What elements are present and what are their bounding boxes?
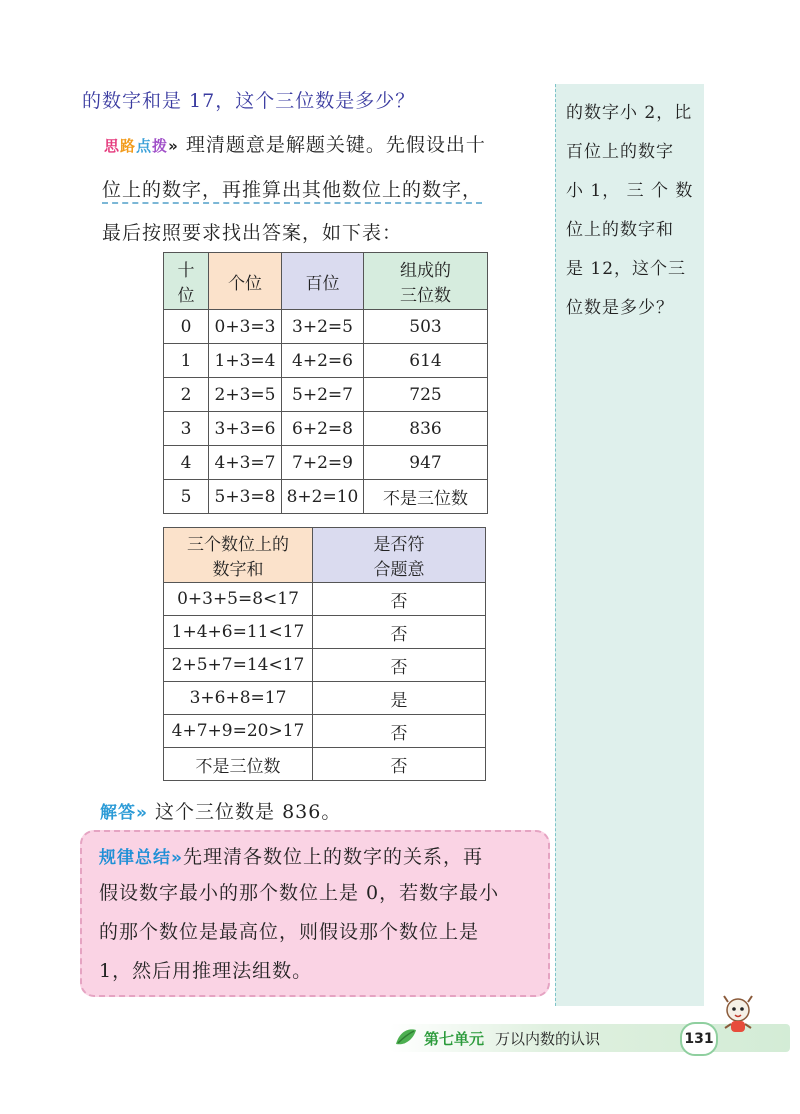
table-row: 4+7+9=20>17 否 xyxy=(164,715,486,748)
summary-line-1: 规律总结»先理清各数位上的数字的关系，再 xyxy=(99,846,483,868)
sum-check-table xyxy=(163,527,486,781)
hint-label: 思路点拨» xyxy=(104,137,179,155)
sidebar-line: 位上的数字和 xyxy=(566,220,674,240)
answer-text: 这个三位数是 836。 xyxy=(155,801,342,823)
page-number: 131 xyxy=(680,1022,718,1056)
table-row: 4 4+3=7 7+2=9 947 xyxy=(164,446,488,480)
summary-line-3: 的那个数位是最高位，则假设那个数位上是 xyxy=(99,921,480,943)
table-row: 3+6+8=17 是 xyxy=(164,682,486,715)
footer-unit: 第七单元 xyxy=(424,1030,485,1048)
table-row: 2 2+3=5 5+2=7 725 xyxy=(164,378,488,412)
table-row: 1 1+3=4 4+2=6 614 xyxy=(164,344,488,378)
table1-header-ones: 个位 xyxy=(209,253,282,310)
table-row: 0+3+5=8<17 否 xyxy=(164,583,486,616)
sidebar-line: 位数是多少？ xyxy=(566,298,674,318)
table-row: 5 5+3=8 8+2=10 不是三位数 xyxy=(164,480,488,514)
hint-line-2: 位上的数字，再推算出其他数位上的数字， xyxy=(102,175,482,204)
table1-header-number: 组成的 三位数 xyxy=(364,253,488,310)
sidebar-line: 是 12，这个三 xyxy=(566,259,687,279)
leaf-icon xyxy=(394,1026,418,1052)
sidebar-line: 小 1， 三 个 数 xyxy=(566,181,694,201)
summary-label: 规律总结 xyxy=(99,848,171,868)
table1-header-hundreds: 百位 xyxy=(282,253,364,310)
question-text: 的数字和是 17，这个三位数是多少？ xyxy=(82,90,416,112)
table-row: 2+5+7=14<17 否 xyxy=(164,649,486,682)
summary-box xyxy=(80,830,550,997)
answer-label: 解答 xyxy=(100,803,136,823)
footer-title: 万以内数的认识 xyxy=(495,1030,601,1048)
sidebar-practice-panel xyxy=(555,84,704,1006)
hint-line-3: 最后按照要求找出答案，如下表： xyxy=(102,222,403,244)
mascot-icon xyxy=(718,994,758,1040)
sidebar-line: 的数字小 2，比 xyxy=(566,103,693,123)
summary-line-2: 假设数字最小的那个数位上是 0，若数字最小 xyxy=(99,882,500,904)
table-row: 0 0+3=3 3+2=5 503 xyxy=(164,310,488,344)
sidebar-line: 百位上的数字 xyxy=(566,142,674,162)
table-row: 不是三位数 否 xyxy=(164,748,486,781)
table2-header-valid: 是否符 合题意 xyxy=(313,528,486,583)
table2-header-sum: 三个数位上的 数字和 xyxy=(164,528,313,583)
answer-line: 解答» 这个三位数是 836。 xyxy=(100,801,342,823)
table1-header-tens: 十 位 xyxy=(164,253,209,310)
digit-table xyxy=(163,252,488,514)
summary-line-4: 1，然后用推理法组数。 xyxy=(99,960,313,982)
table-row: 1+4+6=11<17 否 xyxy=(164,616,486,649)
hint-line-1: 思路点拨» 理清题意是解题关键。先假设出十 xyxy=(104,134,486,156)
table-row: 3 3+3=6 6+2=8 836 xyxy=(164,412,488,446)
